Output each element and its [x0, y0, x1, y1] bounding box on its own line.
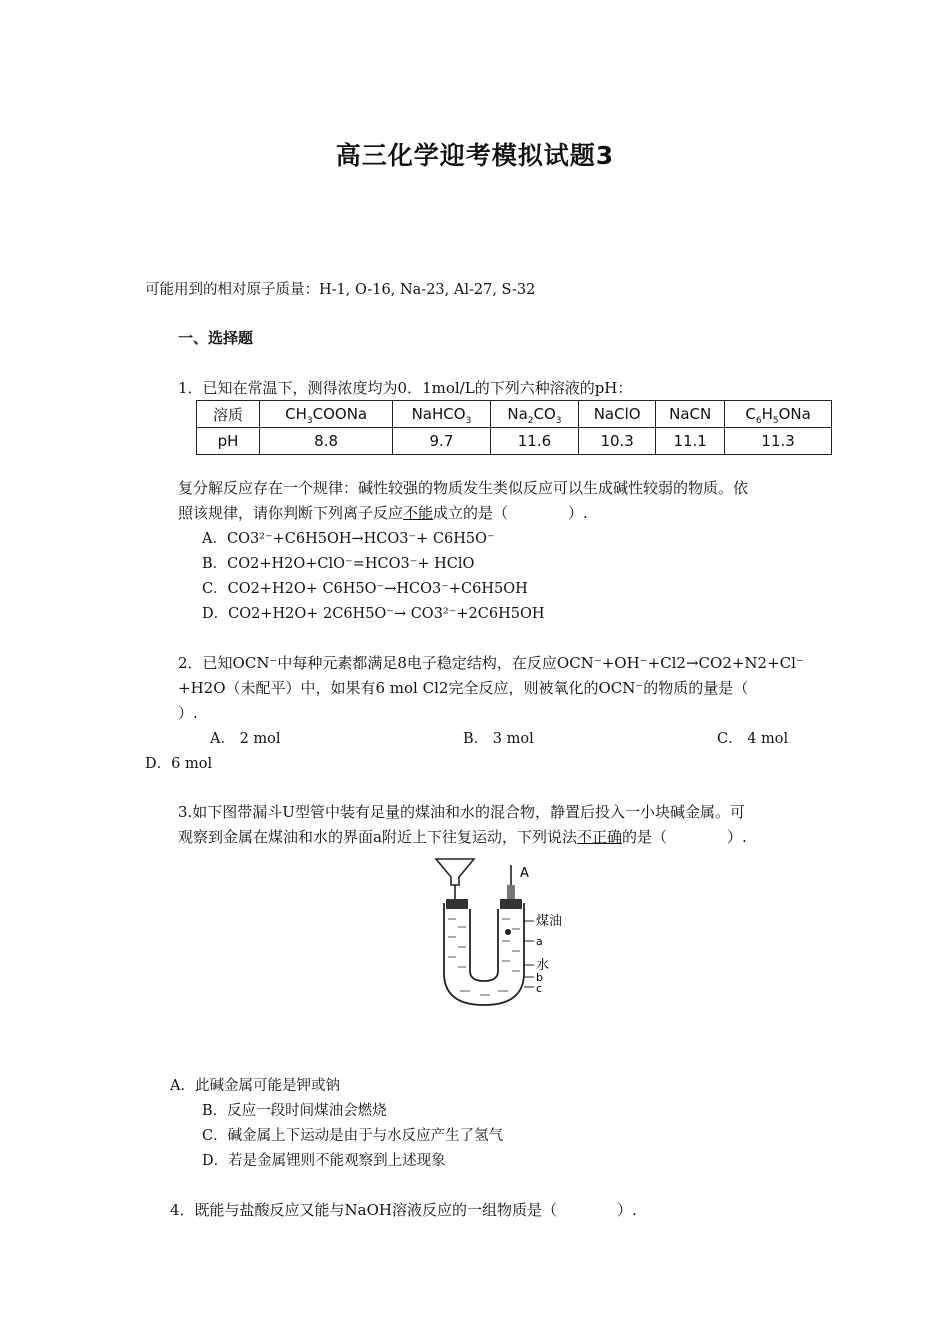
table-cell: 10.3 — [579, 428, 656, 455]
table-cell: NaHCO$_3$ — [393, 401, 490, 428]
atomic-masses-note: 可能用到的相对原子质量：H-1, O-16, Na-23, Al-27, S-32 — [145, 282, 536, 298]
table-cell: NaCN — [656, 401, 725, 428]
table-cell: 8.8 — [260, 428, 393, 455]
q2-line3: ）. — [178, 704, 198, 722]
ph-table — [196, 400, 832, 455]
q1-stem: 1．已知在常温下，测得浓度均为0．1mol/L的下列六种溶液的pH： — [178, 379, 633, 397]
table-cell: 11.6 — [490, 428, 579, 455]
label-b: b — [536, 971, 543, 984]
table-cell: $Na_2CO_3$ — [490, 401, 579, 428]
u-tube-inner — [470, 909, 498, 981]
q2-line2: +H2O（未配平）中，如果有6 mol Cl2完全反应，则被氧化的OCN⁻的物质的量是（ — [178, 679, 749, 697]
metal-piece — [505, 929, 511, 935]
table-cell: $C_6H_5ONa$ — [725, 401, 832, 428]
q1-option-c: C．CO2+H2O+ C6H5O⁻→HCO3⁻+C6H5OH — [202, 581, 528, 597]
label-a: a — [536, 935, 543, 948]
q3-option-d: D．若是金属锂则不能观察到上述现象 — [202, 1153, 446, 1169]
u-tube-outer — [444, 903, 524, 1005]
q1-option-a: A．CO3²⁻+C6H5OH→HCO3⁻+ C6H5O⁻ — [202, 531, 495, 547]
q1-option-b: B．CO2+H2O+ClO⁻=HCO3⁻+ HClO — [202, 556, 475, 572]
q1-option-d: D．CO2+H2O+ 2C6H5O⁻→ CO3²⁻+2C6H5OH — [202, 606, 545, 622]
q3-option-a: A．此碱金属可能是钾或钠 — [170, 1078, 340, 1094]
table-row — [197, 428, 832, 455]
table-cell: 11.1 — [656, 428, 725, 455]
left-stopper — [446, 899, 468, 909]
table-header-solute: 溶质 — [197, 401, 260, 428]
right-stopper — [500, 899, 522, 909]
table-header-ph: pH — [197, 428, 260, 455]
page-title: 高三化学迎考模拟试题3 — [335, 141, 615, 170]
section-heading: 一、选择题 — [178, 329, 254, 347]
table-cell: 9.7 — [393, 428, 490, 455]
q3-line2: 观察到金属在煤油和水的界面a附近上下往复运动，下列说法不正确的是（ ）. — [178, 828, 747, 846]
label-kerosene: 煤油 — [536, 914, 563, 929]
q3-line1: 3.如下图带漏斗U型管中装有足量的煤油和水的混合物，静置后投入一小块碱金属。可 — [178, 803, 745, 821]
label-water: 水 — [536, 958, 550, 973]
table-row — [197, 401, 832, 428]
u-tube-figure — [430, 855, 580, 1015]
q2-option-b: B． 3 mol — [463, 731, 534, 747]
label-a-rod: A — [520, 866, 529, 881]
label-c: c — [536, 982, 543, 995]
q3-option-b: B．反应一段时间煤油会燃烧 — [202, 1103, 387, 1119]
q4-stem: 4．既能与盐酸反应又能与NaOH溶液反应的一组物质是（ ）. — [170, 1201, 637, 1219]
q2-line1: 2．已知OCN⁻中每种元素都满足8电子稳定结构，在反应OCN⁻+OH⁻+Cl2→CO2+N2+Cl⁻ — [178, 654, 804, 672]
table-cell: 11.3 — [725, 428, 832, 455]
funnel-shape — [436, 859, 474, 885]
table-cell: $CH_3COONa$ — [260, 401, 393, 428]
table-cell: NaClO — [579, 401, 656, 428]
q2-option-d: D．6 mol — [145, 756, 213, 772]
q1-rule-line2: 照该规律，请你判断下列离子反应不能成立的是（ ）. — [178, 504, 588, 522]
q2-option-a: A． 2 mol — [210, 731, 281, 747]
q1-rule-line1: 复分解反应存在一个规律：碱性较强的物质发生类似反应可以生成碱性较弱的物质。依 — [178, 479, 749, 497]
q3-option-c: C．碱金属上下运动是由于与水反应产生了氢气 — [202, 1128, 504, 1144]
q2-option-c: C． 4 mol — [717, 731, 789, 747]
